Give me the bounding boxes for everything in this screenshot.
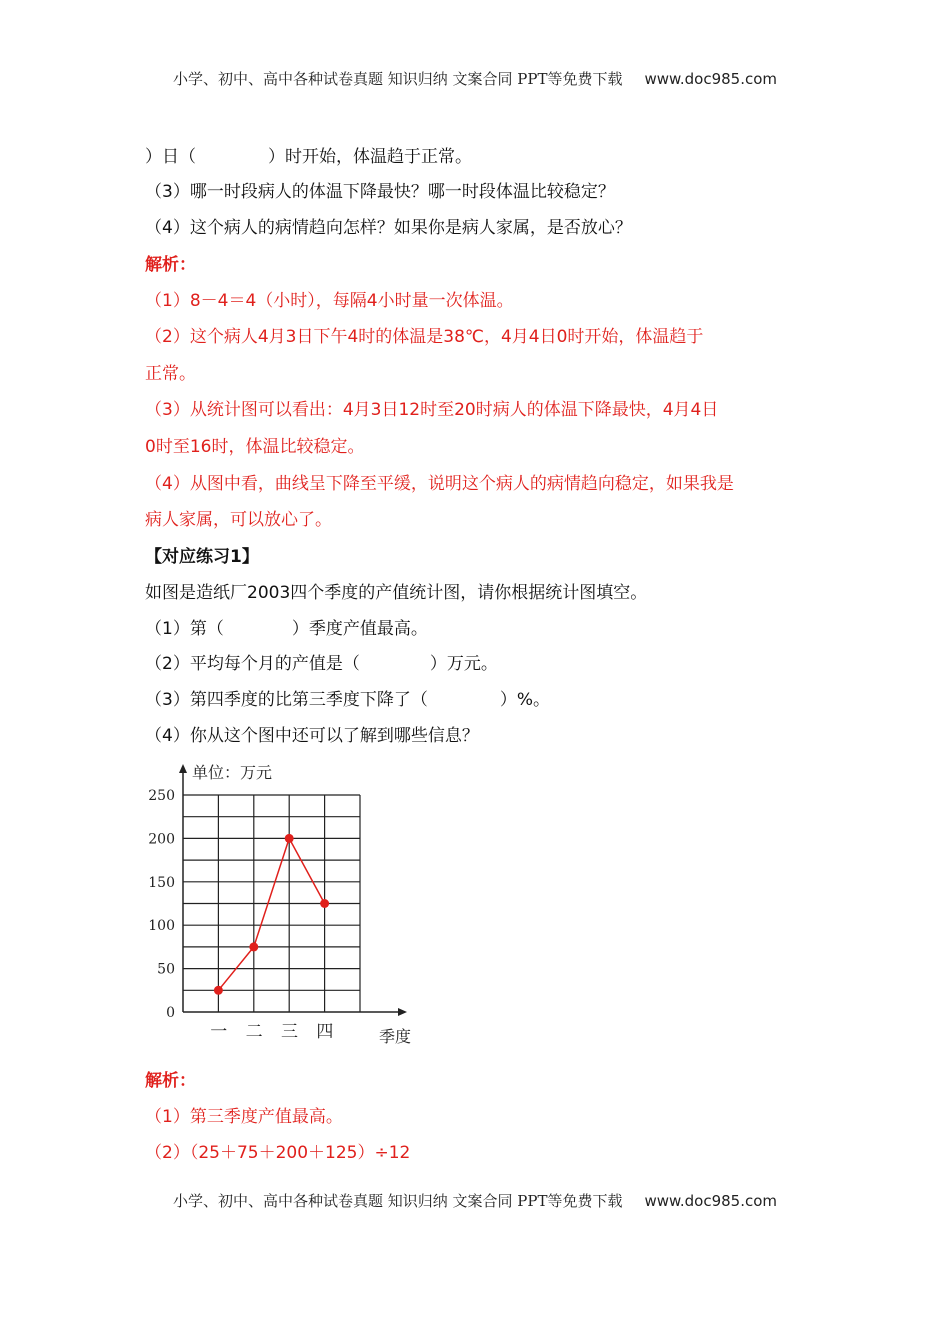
y-axis-arrow <box>179 764 187 773</box>
analysis-2-line1: （2）这个病人4月3日下午4时的体温是38℃，4月4日0时开始，体温趋于 <box>145 327 704 347</box>
practice-q3b: ）%。 <box>499 690 550 710</box>
question-4: （4）这个病人的病情趋向怎样？如果你是病人家属，是否放心？ <box>145 218 632 238</box>
analysis2-1: （1）第三季度产值最高。 <box>145 1107 343 1127</box>
analysis-4-line2: 病人家属，可以放心了。 <box>145 510 332 530</box>
y-tick-label: 50 <box>157 961 175 978</box>
unit-label: 单位：万元 <box>192 763 273 782</box>
practice-q1a: （1）第（ <box>145 619 224 639</box>
header-text: 小学、初中、高中各种试卷真题 知识归纳 文案合同 PPT等免费下载 <box>172 70 623 88</box>
practice-intro: 如图是造纸厂2003四个季度的产值统计图，请你根据统计图填空。 <box>145 583 648 603</box>
x-tick-label: 二 <box>245 1022 263 1042</box>
practice-title: 【对应练习1】 <box>145 547 259 567</box>
series-line <box>218 838 324 990</box>
practice-q2a: （2）平均每个月的产值是（ <box>145 654 360 674</box>
footer-text: 小学、初中、高中各种试卷真题 知识归纳 文案合同 PPT等免费下载 <box>172 1192 623 1210</box>
y-tick-label: 250 <box>148 788 175 804</box>
analysis-1: （1）8－4＝4（小时），每隔4小时量一次体温。 <box>145 291 514 311</box>
header-site[interactable]: www.doc985.com <box>644 70 778 88</box>
x-axis-label: 季度 <box>378 1027 412 1046</box>
y-tick-label: 150 <box>148 874 175 891</box>
practice-q3 <box>145 688 550 712</box>
data-point <box>214 986 223 995</box>
question-line-1b: ）时开始，体温趋于正常。 <box>268 147 472 167</box>
question-3: （3）哪一时段病人的体温下降最快？哪一时段体温比较稳定？ <box>145 182 615 202</box>
x-axis-arrow <box>398 1008 407 1016</box>
analysis2-2: （2）（25＋75＋200＋125）÷12 <box>145 1143 411 1163</box>
x-tick-label: 四 <box>316 1022 334 1042</box>
analysis-2-line2: 正常。 <box>145 364 196 384</box>
data-point <box>320 899 329 908</box>
y-tick-label: 200 <box>148 831 175 848</box>
x-tick-label: 一 <box>210 1022 228 1042</box>
data-point <box>249 942 258 951</box>
analysis-3-line1: （3）从统计图可以看出：4月3日12时至20时病人的体温下降最快，4月4日 <box>145 400 719 420</box>
analysis-3-line2: 0时至16时，体温比较稳定。 <box>145 437 365 457</box>
question-line-1 <box>145 145 472 169</box>
practice-q2 <box>145 652 498 676</box>
quarterly-output-chart <box>140 755 440 1055</box>
practice-q1b: ）季度产值最高。 <box>291 619 428 639</box>
analysis2-label: 解析： <box>145 1071 196 1091</box>
footer-site[interactable]: www.doc985.com <box>644 1192 778 1210</box>
data-point <box>285 834 294 843</box>
practice-q1 <box>145 617 428 641</box>
practice-q2b: ）万元。 <box>429 654 498 674</box>
page-header <box>0 68 950 89</box>
page-footer <box>0 1190 950 1211</box>
question-line-1a: ）日（ <box>145 147 196 167</box>
x-tick-label: 三 <box>281 1022 298 1042</box>
analysis-4-line1: （4）从图中看，曲线呈下降至平缓，说明这个病人的病情趋向稳定，如果我是 <box>145 474 734 494</box>
y-tick-label: 100 <box>148 918 175 935</box>
practice-q4: （4）你从这个图中还可以了解到哪些信息？ <box>145 726 479 746</box>
y-tick-label: 0 <box>166 1005 175 1021</box>
analysis-label: 解析： <box>145 255 196 275</box>
practice-q3a: （3）第四季度的比第三季度下降了（ <box>145 690 428 710</box>
